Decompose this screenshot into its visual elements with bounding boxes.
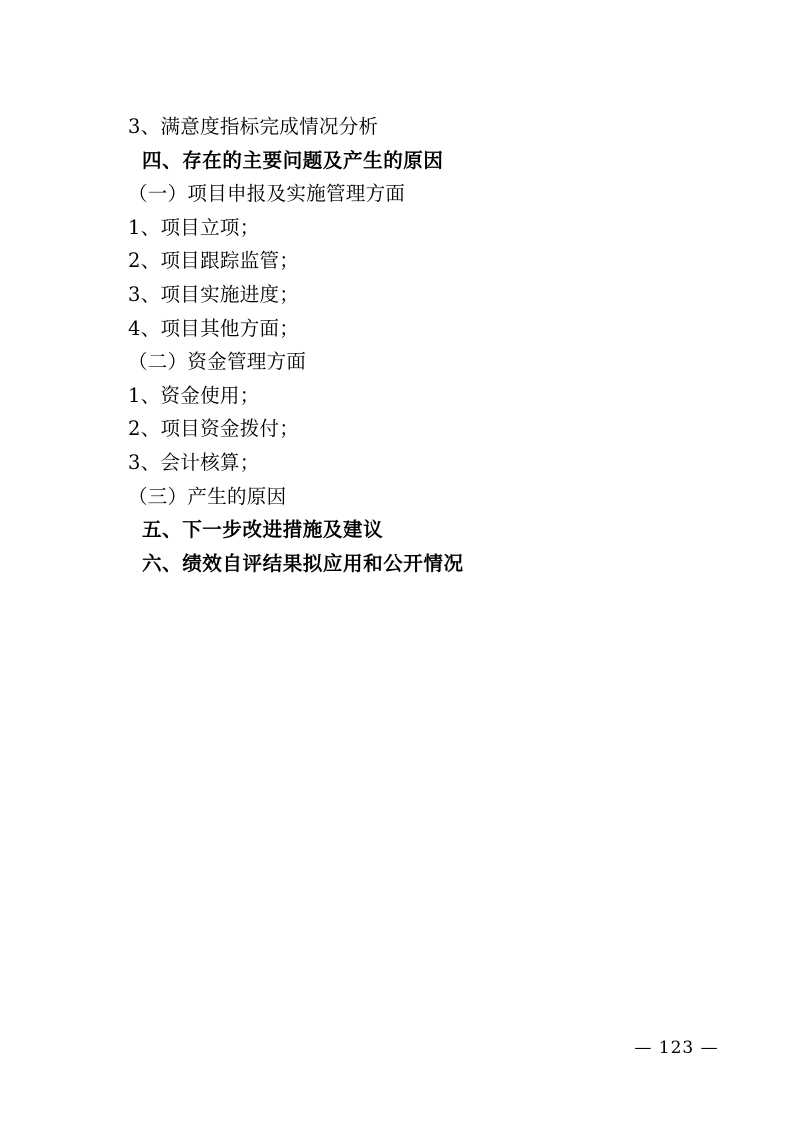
document-line: 4、项目其他方面；: [128, 316, 300, 340]
page-number: [0, 1038, 793, 1058]
document-line: （一）项目申报及实施管理方面: [128, 182, 406, 206]
document-line: 2、项目跟踪监管；: [128, 249, 300, 273]
document-line: 六、绩效自评结果拟应用和公开情况: [142, 551, 464, 575]
document-line: 1、资金使用；: [128, 383, 260, 407]
document-line: 五、下一步改进措施及建议: [142, 518, 384, 542]
document-line: 3、项目实施进度；: [128, 282, 300, 306]
document-line: 3、满意度指标完成情况分析: [128, 115, 379, 138]
document-line: 3、会计核算；: [128, 450, 260, 474]
document-line: （二）资金管理方面: [128, 350, 307, 374]
document-line: 四、存在的主要问题及产生的原因: [142, 148, 444, 172]
page-number-text: — 123 —: [634, 1038, 719, 1058]
document-line: 2、项目资金拨付；: [128, 417, 300, 441]
document-body: [128, 110, 668, 580]
document-line: 1、项目立项；: [128, 215, 260, 239]
document-line: （三）产生的原因: [128, 484, 287, 508]
